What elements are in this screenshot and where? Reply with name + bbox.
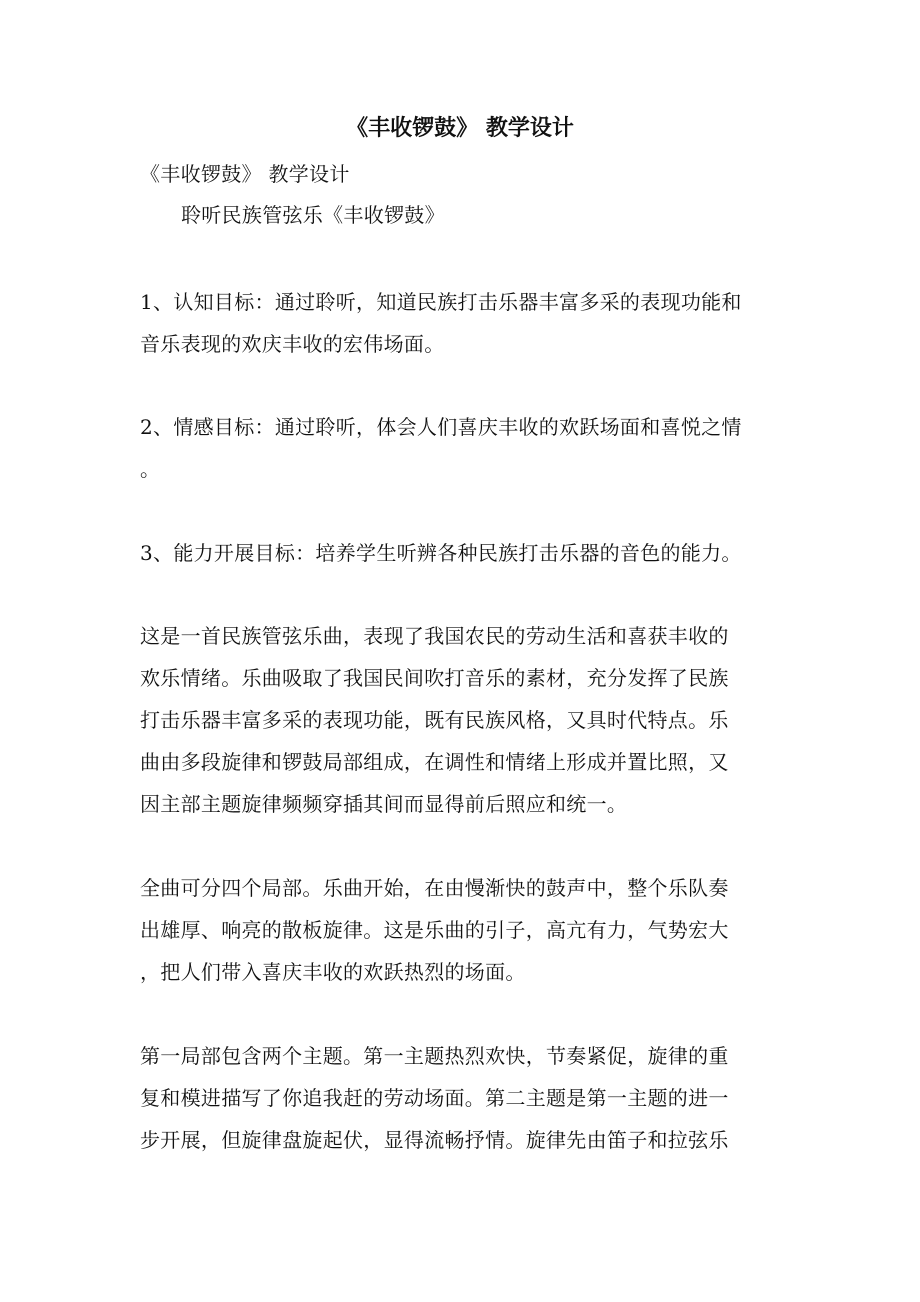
lesson-heading: 聆听民族管弦乐《丰收锣鼓》	[181, 203, 445, 227]
paragraph-line: 欢乐情绪。乐曲吸取了我国民间吹打音乐的素材，充分发挥了民族	[140, 666, 729, 690]
paragraph-line: 全曲可分四个局部。乐曲开始，在由慢渐快的鼓声中，整个乐队奏	[140, 876, 729, 900]
paragraph-line: 复和模进描写了你追我赶的劳动场面。第二主题是第一主题的进一	[140, 1086, 729, 1110]
paragraph-line: 1、认知目标：通过聆听，知道民族打击乐器丰富多采的表现功能和	[140, 290, 742, 314]
paragraph-line: 因主部主题旋律频频穿插其间而显得前后照应和统一。	[140, 792, 628, 816]
paragraph-line: 2、情感目标：通过聆听，体会人们喜庆丰收的欢跃场面和喜悦之情	[140, 415, 742, 439]
paragraph-line: 3、能力开展目标：培养学生听辨各种民族打击乐器的音色的能力。	[140, 541, 742, 565]
paragraph-line: 打击乐器丰富多采的表现功能，既有民族风格，又具时代特点。乐	[140, 708, 729, 732]
paragraph-line: 这是一首民族管弦乐曲，表现了我国农民的劳动生活和喜获丰收的	[140, 624, 729, 648]
paragraph-line: 步开展，但旋律盘旋起伏，显得流畅抒情。旋律先由笛子和拉弦乐	[140, 1128, 729, 1152]
paragraph-line: ，把人们带入喜庆丰收的欢跃热烈的场面。	[140, 960, 526, 984]
paragraph-line: 曲由多段旋律和锣鼓局部组成，在调性和情绪上形成并置比照，又	[140, 750, 729, 774]
paragraph-line: 第一局部包含两个主题。第一主题热烈欢快，节奏紧促，旋律的重	[140, 1044, 729, 1068]
paragraph-line: 出雄厚、响亮的散板旋律。这是乐曲的引子，高亢有力，气势宏大	[140, 918, 729, 942]
paragraph-line: 音乐表现的欢庆丰收的宏伟场面。	[140, 332, 445, 356]
paragraph-line: 。	[140, 457, 161, 481]
document-title: 《丰收锣鼓》 教学设计	[346, 116, 574, 141]
document-subtitle: 《丰收锣鼓》 教学设计	[140, 162, 350, 186]
